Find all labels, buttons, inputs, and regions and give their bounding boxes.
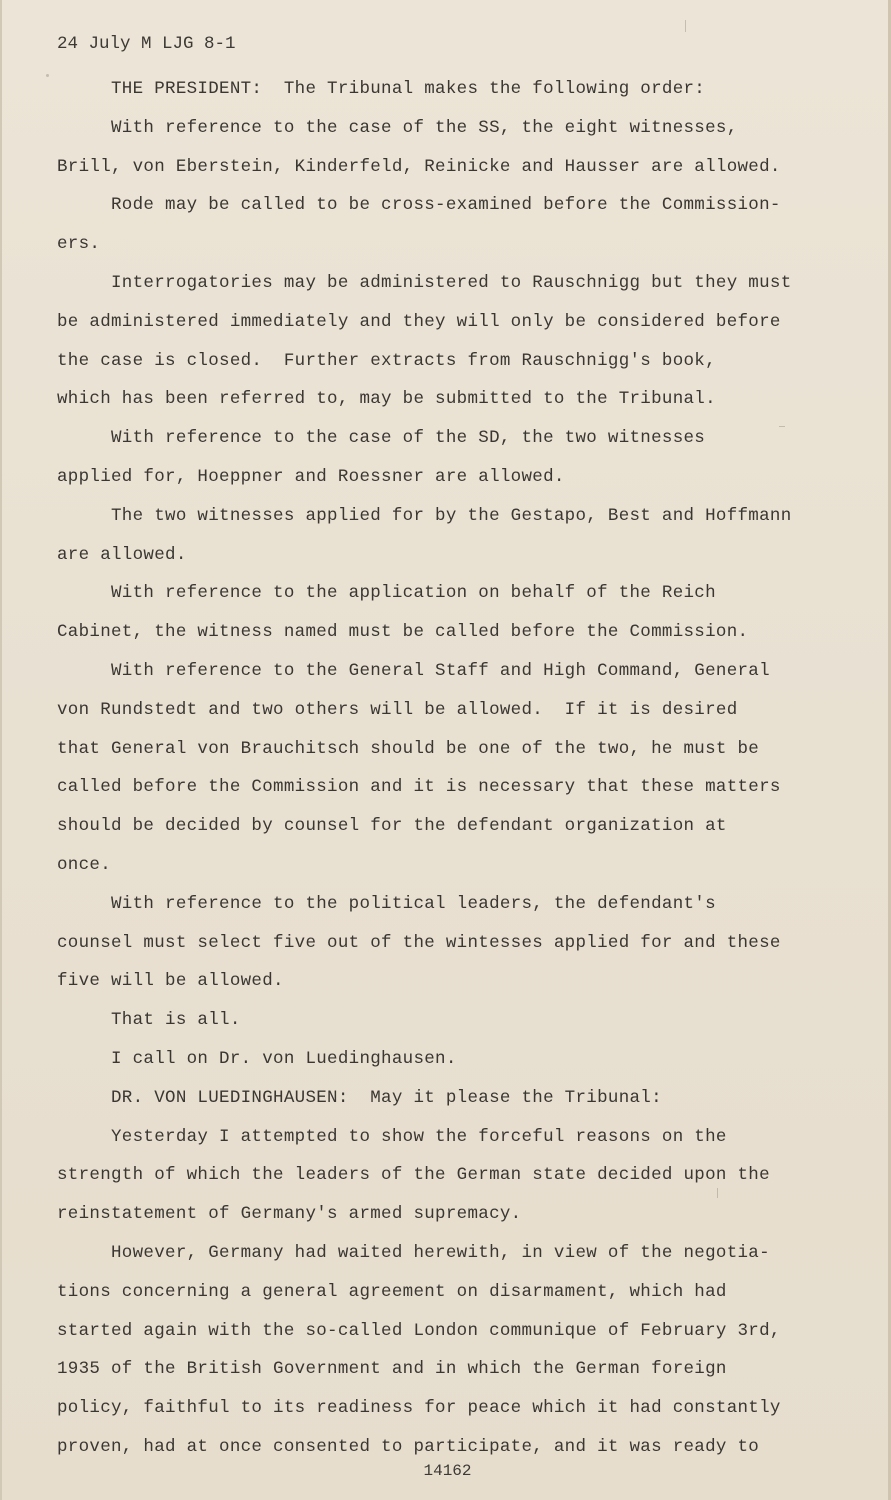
text-line: That is all. xyxy=(57,1010,241,1031)
text-line: Brill, von Eberstein, Kinderfeld, Reinicke and Hausser are allowed. xyxy=(57,156,781,177)
text-line: should be decided by counsel for the defendant organization at xyxy=(57,816,727,837)
text-line: reinstatement of Germany's armed supremacy. xyxy=(57,1204,522,1225)
text-line: 1935 of the British Government and in which the German foreign xyxy=(57,1359,727,1380)
text-line: With reference to the application on behalf of the Reich xyxy=(57,583,716,604)
document-body xyxy=(57,70,847,1467)
text-line: proven, had at once consented to participate, and it was ready to xyxy=(57,1436,760,1457)
text-line: that General von Brauchitsch should be one of the two, he must be xyxy=(57,738,760,759)
text-line: five will be allowed. xyxy=(57,971,284,992)
ink-speck xyxy=(46,74,49,77)
text-line: THE PRESIDENT: The Tribunal makes the following order: xyxy=(57,79,706,99)
text-line: Cabinet, the witness named must be called before the Commission. xyxy=(57,622,749,643)
text-line: be administered immediately and they will only be considered before xyxy=(57,311,781,332)
text-line: are allowed. xyxy=(57,544,187,565)
text-line: Rode may be called to be cross-examined before the Commission- xyxy=(57,195,781,216)
text-line: With reference to the case of the SS, the eight witnesses, xyxy=(57,117,738,138)
text-line: I call on Dr. von Luedinghausen. xyxy=(57,1048,457,1069)
text-line: applied for, Hoeppner and Roessner are allowed. xyxy=(57,466,565,487)
text-line: called before the Commission and it is necessary that these matters xyxy=(57,777,781,798)
text-line: Yesterday I attempted to show the forceful reasons on the xyxy=(57,1126,727,1147)
ink-speck xyxy=(685,20,686,32)
text-line: With reference to the case of the SD, the two witnesses xyxy=(57,428,706,449)
ink-speck xyxy=(779,426,785,427)
text-line: With reference to the political leaders, the defendant's xyxy=(57,893,716,914)
text-line: policy, faithful to its readiness for peace which it had constantly xyxy=(57,1398,781,1419)
text-line: The two witnesses applied for by the Gestapo, Best and Hoffmann xyxy=(57,505,792,526)
text-line: ers. xyxy=(57,234,101,255)
text-line: tions concerning a general agreement on disarmament, which had xyxy=(57,1281,727,1302)
ink-speck xyxy=(717,1188,718,1198)
text-line: von Rundstedt and two others will be allowed. If it is desired xyxy=(57,699,738,720)
text-line: started again with the so-called London communique of February 3rd, xyxy=(57,1320,781,1341)
text-line: However, Germany had waited herewith, in view of the negotia- xyxy=(57,1242,770,1263)
text-line: the case is closed. Further extracts from Rauschnigg's book, xyxy=(57,350,716,371)
text-line: Interrogatories may be administered to Rauschnigg but they must xyxy=(57,272,792,293)
text-line: which has been referred to, may be submitted to the Tribunal. xyxy=(57,389,716,410)
text-line: counsel must select five out of the wintesses applied for and these xyxy=(57,932,781,953)
text-line: DR. VON LUEDINGHAUSEN: May it please the Tribunal: xyxy=(57,1087,662,1108)
text-line: With reference to the General Staff and High Command, General xyxy=(57,660,770,681)
text-line: strength of which the leaders of the German state decided upon the xyxy=(57,1165,770,1186)
text-line: once. xyxy=(57,854,112,875)
document-header: 24 July M LJG 8-1 xyxy=(57,34,236,54)
page-number: 14162 xyxy=(423,1462,472,1480)
